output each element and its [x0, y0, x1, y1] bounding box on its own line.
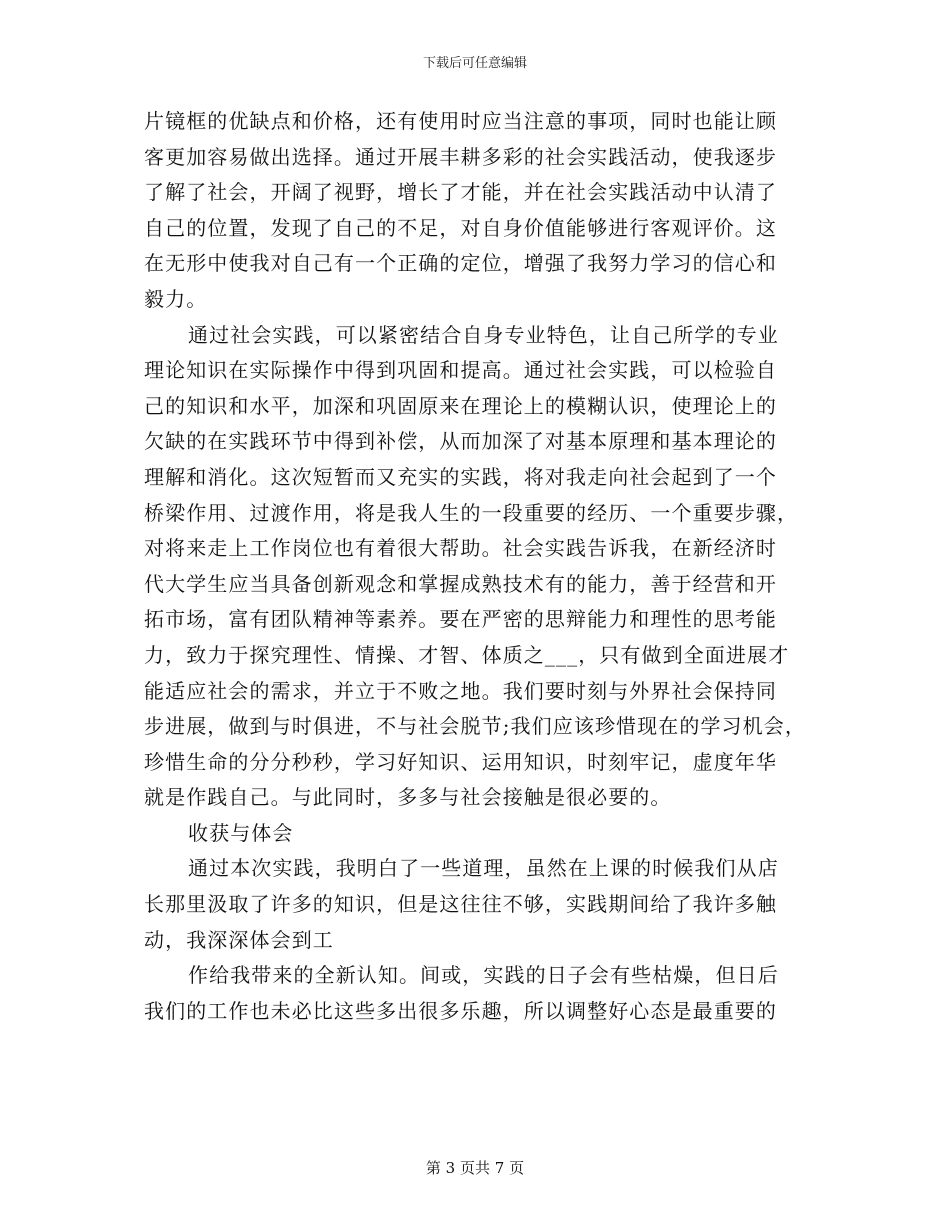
text-line: 片镜框的优缺点和价格，还有使用时应当注意的事项，同时也能让顾 — [144, 109, 777, 133]
text-line: 自己的位置，发现了自己的不足，对自身价值能够进行客观评价。这 — [144, 215, 777, 240]
text-line: 桥梁作用、过渡作用，将是我人生的一段重要的经历、一个重要步骤， — [144, 500, 799, 525]
page-header-note: 下载后可任意编辑 — [422, 56, 527, 71]
document-body — [144, 104, 844, 1029]
text-line: 在无形中使我对自己有一个正确的定位，增强了我努力学习的信心和 — [144, 251, 777, 276]
text-line: 己的知识和水平，加深和巩固原来在理论上的模糊认识，使理论上的 — [144, 393, 777, 418]
paragraph-start-line: 作给我带来的全新认知。间或，实践的日子会有些枯燥，但日后 — [188, 963, 779, 988]
text-line: 我们的工作也未必比这些多出很多乐趣，所以调整好心态是最重要的 — [144, 998, 777, 1023]
text-line: 拓市场，富有团队精神等素养。要在严密的思辩能力和理性的思考能 — [144, 607, 777, 632]
text-line: 力，致力于探究理性、情操、才智、体质之___，只有做到全面进展才 — [144, 642, 790, 667]
text-line: 代大学生应当具备创新观念和掌握成熟技术有的能力，善于经营和开 — [144, 571, 777, 596]
text-line: 毅力。 — [144, 286, 208, 311]
text-line: 欠缺的在实践环节中得到补偿，从而加深了对基本原理和基本理论的 — [144, 429, 777, 454]
text-line: 步进展，做到与时俱进，不与社会脱节;我们应该珍惜现在的学习机会， — [144, 714, 806, 739]
section-heading: 收获与体会 — [188, 820, 294, 845]
text-line: 能适应社会的需求，并立于不败之地。我们要时刻与外界社会保持同 — [144, 678, 777, 703]
text-line: 珍惜生命的分分秒秒，学习好知识、运用知识，时刻牢记，虚度年华 — [144, 749, 777, 774]
text-line: 动，我深深体会到工 — [144, 927, 334, 952]
text-line: 长那里汲取了许多的知识，但是这往往不够，实践期间给了我许多触 — [144, 892, 777, 917]
text-line: 对将来走上工作岗位也有着很大帮助。社会实践告诉我，在新经济时 — [144, 536, 777, 561]
text-line: 理解和消化。这次短暂而又充实的实践，将对我走向社会起到了一个 — [144, 464, 777, 489]
paragraph-start-line: 通过社会实践，可以紧密结合自身专业特色，让自己所学的专业 — [188, 322, 779, 347]
text-line: 了解了社会，开阔了视野，增长了才能，并在社会实践活动中认清了 — [144, 180, 777, 205]
text-line: 就是作践自己。与此同时，多多与社会接触是很必要的。 — [144, 785, 672, 810]
text-line: 理论知识在实际操作中得到巩固和提高。通过社会实践，可以检验自 — [144, 358, 777, 383]
paragraph-start-line: 通过本次实践，我明白了一些道理，虽然在上课的时候我们从店 — [188, 856, 779, 881]
page-number: 第 3 页共 7 页 — [425, 1159, 525, 1177]
text-line: 客更加容易做出选择。通过开展丰耕多彩的社会实践活动，使我逐步 — [144, 144, 777, 169]
